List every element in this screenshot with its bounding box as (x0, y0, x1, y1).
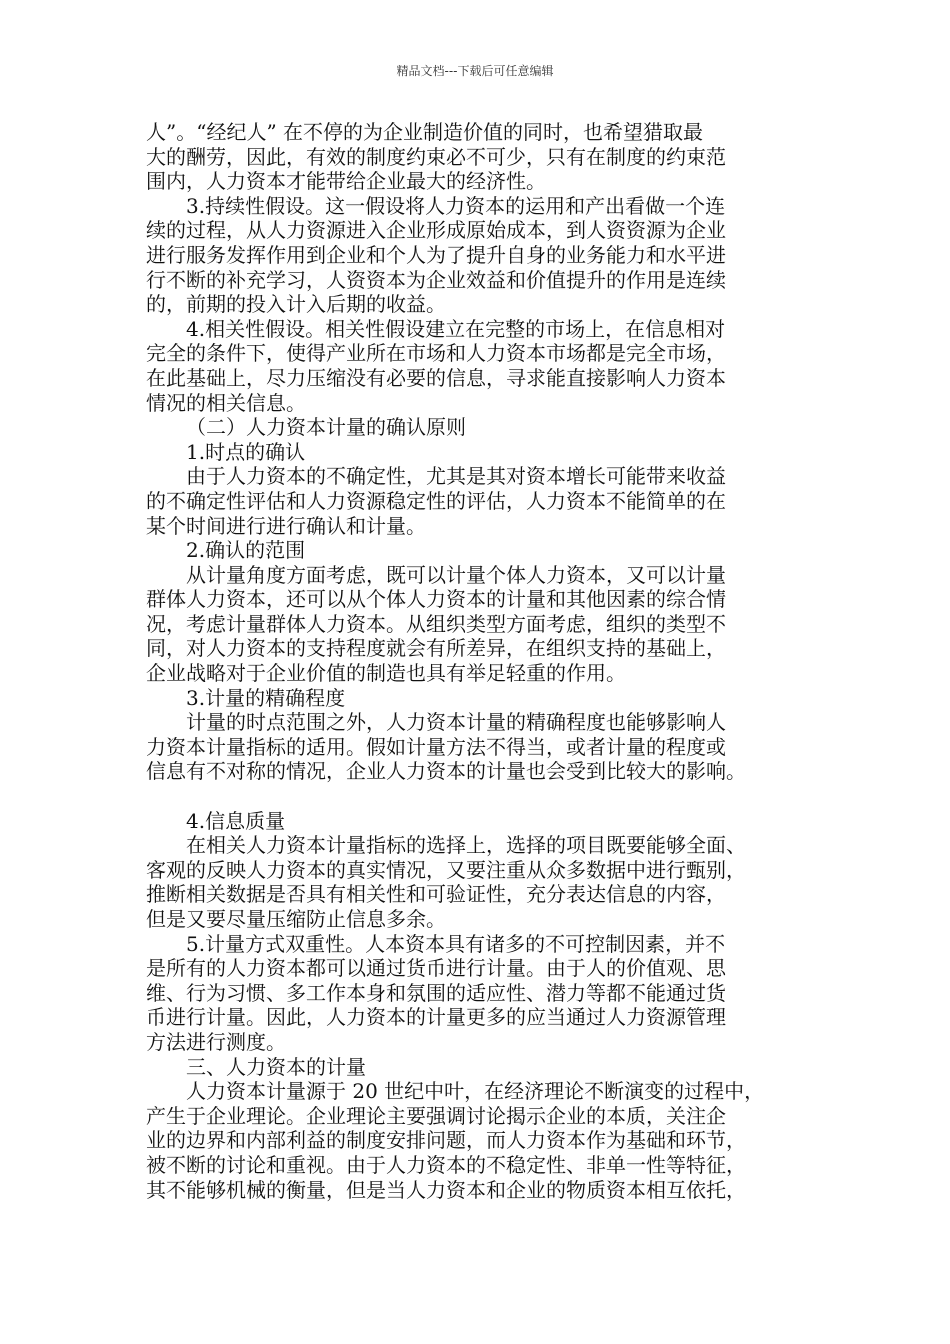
text-line: 某个时间进行进行确认和计量。 (146, 513, 426, 538)
text-line: 推断相关数据是否具有相关性和可验证性，充分表达信息的内容， (146, 882, 726, 907)
text-line: 三、人力资本的计量 (186, 1054, 366, 1079)
text-line: 况，考虑计量群体人力资本。从组织类型方面考虑，组织的类型不 (146, 611, 726, 636)
text-line: 信息有不对称的情况，企业人力资本的计量也会受到比较大的影响。 (146, 759, 746, 784)
text-line: 企业战略对于企业价值的制造也具有举足轻重的作用。 (146, 661, 626, 686)
text-line: 人”。“经纪人” 在不停的为企业制造价值的同时，也希望猎取最 (146, 120, 704, 144)
text-line: 但是又要尽量压缩防止信息多余。 (146, 907, 446, 931)
text-line: 由于人力资本的不确定性，尤其是其对资本增长可能带来收益 (186, 464, 726, 489)
text-line: 的，前期的投入计入后期的收益。 (146, 292, 446, 317)
text-line: 在相关人力资本计量指标的选择上，选择的项目既要能够全面、 (186, 833, 746, 858)
document-body (146, 120, 826, 1202)
text-line: 同，对人力资本的支持程度就会有所差异，在组织支持的基础上， (146, 636, 726, 661)
text-line: 3.持续性假设。这一假设将人力资本的运用和产出看做一个连 (186, 193, 726, 218)
text-line: 2.确认的范围 (186, 538, 306, 563)
text-line: 围内，人力资本才能带给企业最大的经济性。 (146, 169, 546, 194)
text-line: 人力资本计量源于 20 世纪中叶，在经济理论不断演变的过程中， (186, 1079, 765, 1104)
text-line: 5.计量方式双重性。人本资本具有诸多的不可控制因素，并不 (186, 931, 726, 956)
text-line: 币进行计量。因此，人力资本的计量更多的应当通过人力资源管理 (146, 1005, 726, 1030)
text-line: 从计量角度方面考虑，既可以计量个体人力资本，又可以计量 (186, 562, 726, 587)
text-line: 续的过程，从人力资源进入企业形成原始成本，到人资资源为企业 (146, 218, 726, 243)
blank-line (146, 784, 826, 809)
text-line: 行不断的补充学习，人资资本为企业效益和价值提升的作用是连续 (146, 267, 726, 292)
text-line: 维、行为习惯、多工作本身和氛围的适应性、潜力等都不能通过货 (146, 980, 726, 1005)
text-line: 其不能够机械的衡量，但是当人力资本和企业的物质资本相互依托， (146, 1177, 746, 1202)
text-line: 计量的时点范围之外，人力资本计量的精确程度也能够影响人 (186, 710, 726, 735)
text-line: 方法进行测度。 (146, 1029, 286, 1054)
text-line: 力资本计量指标的适用。假如计量方法不得当，或者计量的程度或 (146, 734, 726, 759)
text-line: 在此基础上，尽力压缩没有必要的信息，寻求能直接影响人力资本 (146, 365, 726, 390)
page-header: 精品文档---下载后可任意编辑 (396, 64, 554, 78)
text-line: 产生于企业理论。企业理论主要强调讨论揭示企业的本质，关注企 (146, 1103, 726, 1128)
text-line: 情况的相关信息。 (146, 390, 306, 415)
text-line: 群体人力资本，还可以从个体人力资本的计量和其他因素的综合情 (146, 587, 726, 612)
text-line: 大的酬劳，因此，有效的制度约束必不可少，只有在制度的约束范 (146, 144, 726, 169)
text-line: 进行服务发挥作用到企业和个人为了提升自身的业务能力和水平进 (146, 242, 726, 267)
text-line: （二）人力资本计量的确认原则 (186, 415, 466, 440)
text-line: 是所有的人力资本都可以通过货币进行计量。由于人的价值观、思 (146, 956, 726, 981)
text-line: 业的边界和内部利益的制度安排问题，而人力资本作为基础和环节， (146, 1128, 746, 1153)
text-line: 完全的条件下，使得产业所在市场和人力资本市场都是完全市场， (146, 341, 726, 366)
text-line: 3.计量的精确程度 (186, 685, 346, 710)
text-line: 被不断的讨论和重视。由于人力资本的不稳定性、非单一性等特征， (146, 1152, 746, 1177)
text-line: 的不确定性评估和人力资源稳定性的评估，人力资本不能简单的在 (146, 488, 726, 513)
text-line: 4.信息质量 (186, 808, 286, 833)
text-line: 1.时点的确认 (186, 439, 306, 464)
text-line: 4.相关性假设。相关性假设建立在完整的市场上，在信息相对 (186, 316, 726, 341)
text-line: 客观的反映人力资本的真实情况，又要注重从众多数据中进行甄别， (146, 857, 746, 882)
